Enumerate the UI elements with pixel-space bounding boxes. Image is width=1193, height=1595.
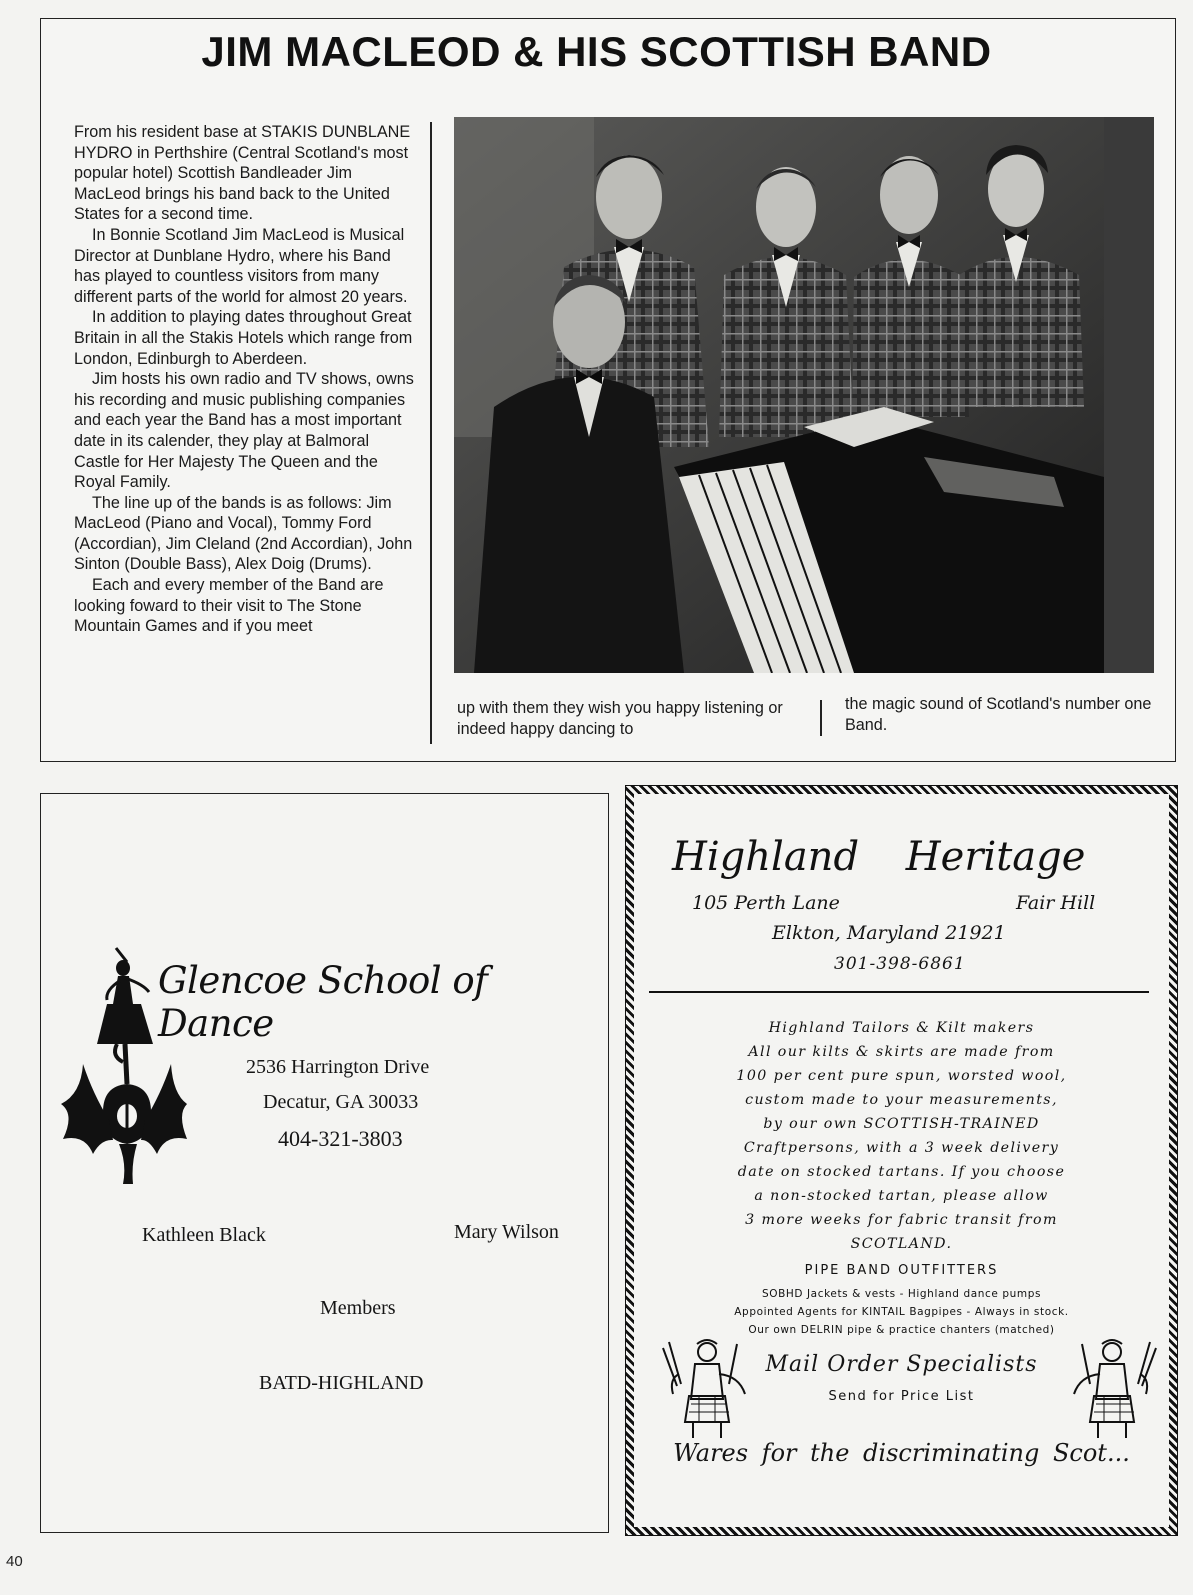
product-line: Our own DELRIN pipe & practice chanters (matched) <box>748 1324 1055 1336</box>
glencoe-ad <box>40 793 609 1533</box>
dance-address-city: Decatur, GA 30033 <box>263 1091 419 1113</box>
shop-phone: 301-398-6861 <box>834 954 966 974</box>
paragraph: Each and every member of the Band are looking foward to their visit to The Stone Mountain Games and if you meet <box>74 576 384 636</box>
affiliation: BATD-HIGHLAND <box>259 1372 424 1394</box>
description-line: date on stocked tartans. If you choose <box>737 1164 1066 1180</box>
shop-area: Fair Hill <box>1016 892 1096 914</box>
paragraph: The line up of the bands is as follows: Jim MacLeod (Piano and Vocal), Tommy Ford (Accordian), Jim Cleland (2nd Accordian), John Sinton (Double Bass), Alex Doig (Drums). <box>74 493 413 574</box>
description <box>649 1040 1154 1256</box>
column-divider <box>430 122 432 744</box>
description-line: All our kilts & skirts are made from <box>748 1044 1055 1060</box>
member-name: Mary Wilson <box>454 1221 559 1243</box>
member-name: Kathleen Black <box>142 1224 266 1246</box>
description-line: custom made to your measurements, <box>745 1092 1058 1108</box>
divider <box>649 991 1149 993</box>
description-line: by our own SCOTTISH-TRAINED <box>763 1116 1040 1132</box>
article-column-3 <box>845 694 1175 735</box>
headline: JIM MACLEOD & HIS SCOTTISH BAND <box>201 28 992 75</box>
tailors-heading: Highland Tailors & Kilt makers <box>768 1020 1035 1036</box>
article-column-2 <box>457 698 807 739</box>
product-line: Appointed Agents for KINTAIL Bagpipes - Always in stock. <box>734 1306 1069 1318</box>
paragraph: Jim hosts his own radio and TV shows, owns his recording and music publishing companies and each year the Band has a most important date in its calender, they play at Balmoral Castle for Her Majesty The Queen and the Royal Family. <box>74 370 414 492</box>
band-photo <box>454 117 1154 673</box>
description-line: Craftpersons, with a 3 week delivery <box>743 1140 1060 1156</box>
dance-phone: 404-321-3803 <box>278 1126 403 1151</box>
page-number: 40 <box>6 1553 23 1570</box>
dance-school-name: Glencoe School of Dance <box>158 959 488 1045</box>
pipe-band-heading: PIPE BAND OUTFITTERS <box>804 1263 999 1278</box>
paragraph: up with them they wish you happy listening or indeed happy dancing to <box>457 699 783 738</box>
shop-name: Highland Heritage <box>672 834 1086 880</box>
mail-order-heading: Mail Order Specialists <box>765 1352 1038 1377</box>
article-column-1 <box>74 122 419 637</box>
paragraph: In Bonnie Scotland Jim MacLeod is Musical Director at Dunblane Hydro, where his Band has played to countless visitors from many different parts of the world for almost 20 years. <box>74 225 408 306</box>
shop-city: Elkton, Maryland 21921 <box>772 922 1006 944</box>
shop-street: 105 Perth Lane <box>692 892 840 914</box>
product-line: SOBHD Jackets & vests - Highland dance pumps <box>761 1288 1042 1300</box>
description-line: a non-stocked tartan, please allow <box>754 1188 1049 1204</box>
tagline: Wares for the discriminating Scot... <box>673 1439 1130 1467</box>
paragraph: the magic sound of Scotland's number one Band. <box>845 695 1152 734</box>
members-label: Members <box>320 1297 396 1319</box>
highland-heritage-ad <box>625 785 1178 1536</box>
description-line: 100 per cent pure spun, worsted wool, <box>736 1068 1067 1084</box>
paragraph: In addition to playing dates throughout Great Britain in all the Stakis Hotels which range from London, Edinburgh to Aberdeen. <box>74 308 413 368</box>
paragraph: From his resident base at STAKIS DUNBLANE HYDRO in Perthshire (Central Scotland's most popular hotel) Scottish Bandleader Jim MacLeod brings his band back to the United States for a second time. <box>74 123 411 224</box>
band-photo-illustration <box>454 117 1154 673</box>
column-divider <box>820 700 822 736</box>
description-line: 3 more weeks for fabric transit from <box>745 1212 1058 1228</box>
description-line: SCOTLAND. <box>850 1236 953 1252</box>
dance-address-street: 2536 Harrington Drive <box>246 1056 430 1078</box>
price-list-note: Send for Price List <box>828 1389 975 1404</box>
